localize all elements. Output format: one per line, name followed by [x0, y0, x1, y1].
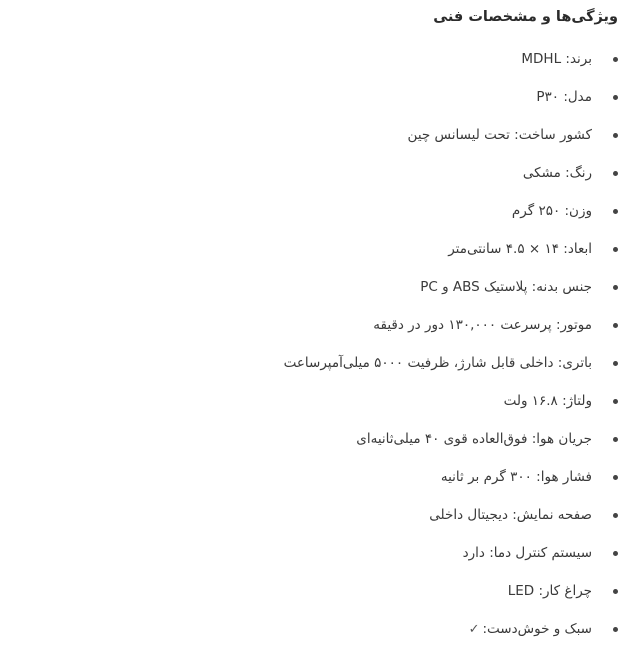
spec-text: صفحه نمایش: دیجیتال داخلی: [429, 507, 592, 523]
list-item: [10, 78, 618, 116]
spec-text: چراغ کار: LED: [507, 583, 592, 599]
check-mark-icon: ✓: [468, 622, 480, 637]
bullet-icon: [613, 437, 618, 442]
bullet-icon: [613, 399, 618, 404]
bullet-icon: [613, 209, 618, 214]
spec-text: رنگ: مشکی: [522, 165, 592, 181]
list-item: [10, 420, 618, 458]
spec-text: سیستم کنترل دما: دارد: [462, 545, 592, 561]
list-item: [10, 382, 618, 420]
list-item: [10, 192, 618, 230]
list-item: [10, 116, 618, 154]
bullet-icon: [613, 247, 618, 252]
spec-text: سبک و خوش‌دست:: [482, 621, 592, 637]
spec-text: وزن: ۲۵۰ گرم: [511, 203, 592, 219]
bullet-icon: [613, 361, 618, 366]
spec-text: موتور: پرسرعت ۱۳۰,۰۰۰ دور در دقیقه: [373, 317, 592, 333]
spec-text: کشور ساخت: تحت لیسانس چین: [407, 127, 592, 143]
spec-text: ولتاژ: ۱۶.۸ ولت: [503, 393, 592, 409]
list-item: [10, 268, 618, 306]
bullet-icon: [613, 95, 618, 100]
bullet-icon: [613, 513, 618, 518]
list-item: [10, 154, 618, 192]
spec-text: فشار هوا: ۳۰۰ گرم بر ثانیه: [440, 469, 592, 485]
list-item: [10, 534, 618, 572]
spec-text: جنس بدنه: پلاستیک ABS و PC: [420, 279, 592, 295]
list-item: [10, 230, 618, 268]
specs-heading: ویژگی‌ها و مشخصات فنی: [433, 9, 618, 25]
bullet-icon: [613, 171, 618, 176]
list-item: [10, 40, 618, 78]
spec-text: مدل: P۳۰: [536, 89, 592, 105]
bullet-icon: [613, 57, 618, 62]
list-item: [10, 610, 618, 648]
list-item: [10, 496, 618, 534]
list-item: [10, 572, 618, 610]
bullet-icon: [613, 475, 618, 480]
bullet-icon: [613, 627, 618, 632]
list-item: [10, 458, 618, 496]
bullet-icon: [613, 133, 618, 138]
bullet-icon: [613, 285, 618, 290]
list-item: [10, 306, 618, 344]
bullet-icon: [613, 551, 618, 556]
spec-text: باتری: داخلی قابل شارژ، ظرفیت ۵۰۰۰ میلی‌آمپرساعت: [283, 355, 592, 371]
specs-list: [10, 40, 618, 648]
spec-text: ابعاد: ۱۴ × ۴.۵ سانتی‌متر: [448, 241, 592, 257]
spec-text: جریان هوا: فوق‌العاده قوی ۴۰ میلی‌ثانیه‌ای: [356, 431, 592, 447]
spec-text: برند: MDHL: [521, 51, 592, 67]
bullet-icon: [613, 323, 618, 328]
list-item: [10, 344, 618, 382]
bullet-icon: [613, 589, 618, 594]
